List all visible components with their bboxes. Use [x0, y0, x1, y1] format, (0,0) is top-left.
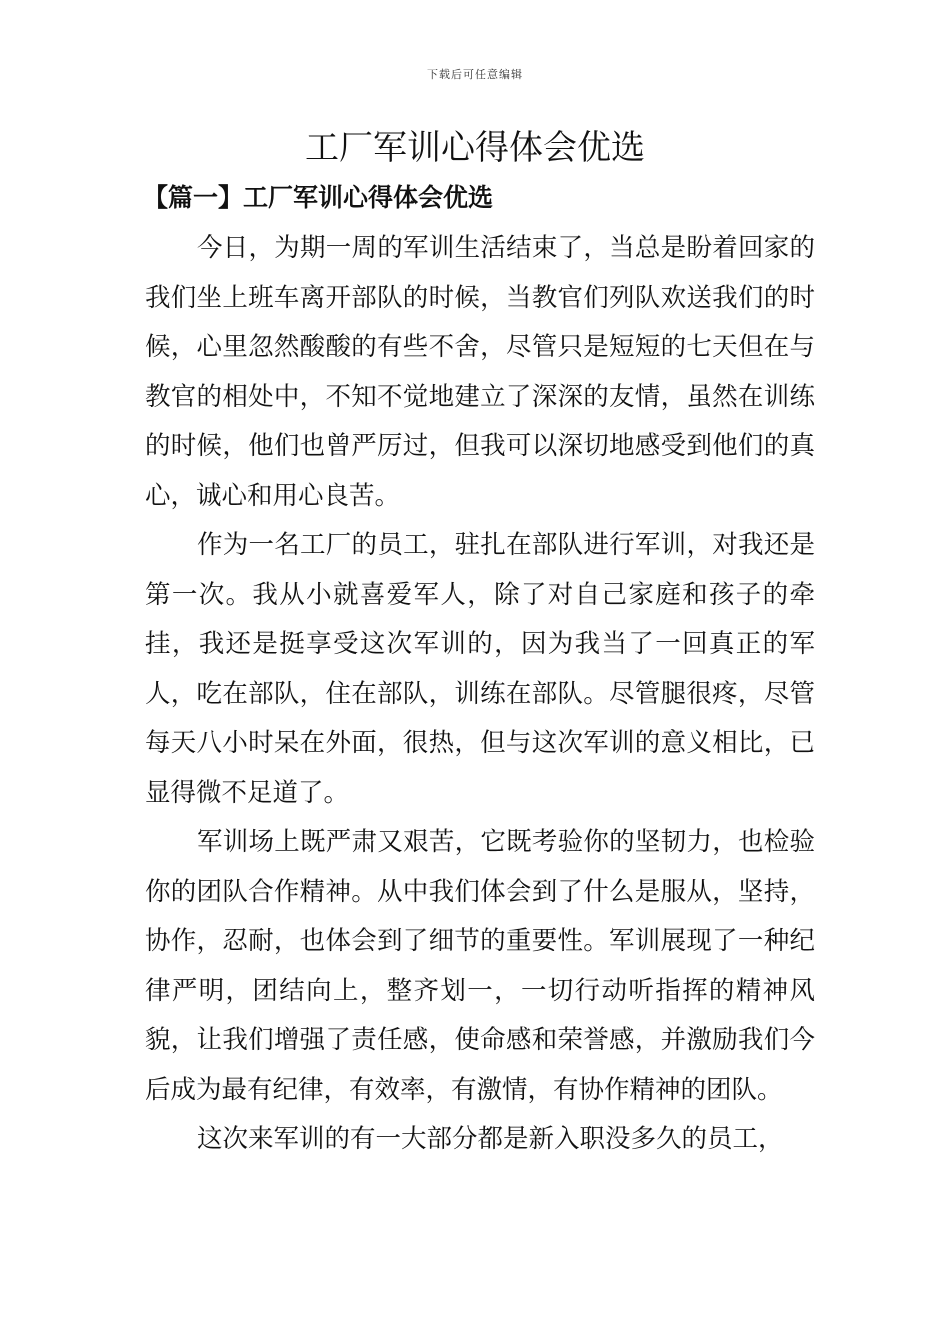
paragraph-1: 今日，为期一周的军训生活结束了，当总是盼着回家的我们坐上班车离开部队的时候，当教官们列队欢送我们的时候，心里忽然酸酸的有些不舍，尽管只是短短的七天但在与教官的相处中，不知不觉地建立了深深的友情，虽然在训练的时候，他们也曾严厉过，但我可以深切地感受到他们的真心，诚心和用心良苦。	[145, 233, 815, 511]
header-note: 下载后可任意编辑	[427, 68, 523, 81]
paragraph-4: 这次来军训的有一大部分都是新入职没多久的员工，	[197, 1124, 784, 1154]
document-body	[145, 224, 815, 1165]
paragraph-2: 作为一名工厂的员工，驻扎在部队进行军训，对我还是第一次。我从小就喜爱军人，除了对自己家庭和孩子的牵挂，我还是挺享受这次军训的，因为我当了一回真正的军人，吃在部队，住在部队，训练在部队。尽管腿很疼，尽管每天八小时呆在外面，很热，但与这次军训的意义相比，已显得微不足道了。	[145, 530, 815, 808]
section-heading: 【篇一】工厂军训心得体会优选	[143, 183, 494, 212]
document-title: 工厂军训心得体会优选	[305, 128, 645, 168]
paragraph-3: 军训场上既严肃又艰苦，它既考验你的坚韧力，也检验你的团队合作精神。从中我们体会到了什么是服从，坚持，协作，忍耐，也体会到了细节的重要性。军训展现了一种纪律严明，团结向上，整齐划一，一切行动听指挥的精神风貌，让我们增强了责任感，使命感和荣誉感，并激励我们今后成为最有纪律，有效率，有激情，有协作精神的团队。	[145, 827, 815, 1105]
